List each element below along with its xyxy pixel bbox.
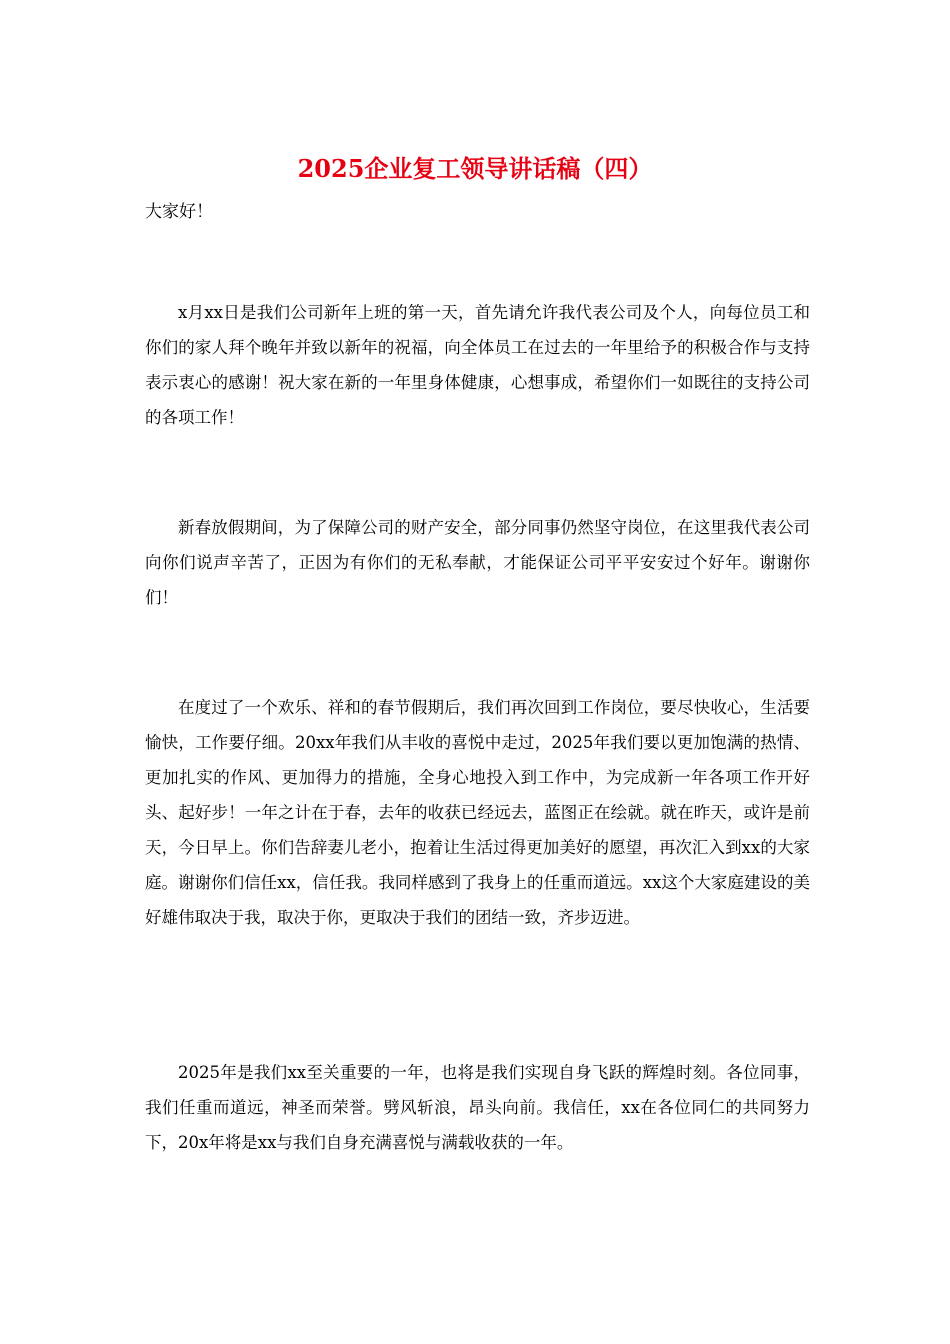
- paragraph-4: 2025年是我们xx至关重要的一年，也将是我们实现自身飞跃的辉煌时刻。各位同事，我们任重而道远，神圣而荣誉。劈风斩浪，昂头向前。我信任，xx在各位同仁的共同努力下，20x年将是xx与我们自身充满喜悦与满载收获的一年。: [145, 1063, 810, 1152]
- document-title: 2025企业复工领导讲话稿（四）: [297, 154, 653, 183]
- greeting: 大家好！: [145, 202, 213, 222]
- paragraph-2: 新春放假期间，为了保障公司的财产安全，部分同事仍然坚守岗位，在这里我代表公司向你们说声辛苦了，正因为有你们的无私奉献，才能保证公司平平安安过个好年。谢谢你们！: [145, 518, 810, 607]
- paragraph-1: x月xx日是我们公司新年上班的第一天，首先请允许我代表公司及个人，向每位员工和你们的家人拜个晚年并致以新年的祝福，向全体员工在过去的一年里给予的积极合作与支持表示衷心的感谢！祝大家在新的一年里身体健康，心想事成，希望你们一如既往的支持公司的各项工作！: [145, 303, 810, 427]
- paragraph-3: 在度过了一个欢乐、祥和的春节假期后，我们再次回到工作岗位，要尽快收心，生活要愉快，工作要仔细。20xx年我们从丰收的喜悦中走过，2025年我们要以更加饱满的热情、更加扎实的作风、更加得力的措施，全身心地投入到工作中，为完成新一年各项工作开好头、起好步！一年之计在于春，去年的收获已经远去，蓝图正在绘就。就在昨天，或许是前天，今日早上。你们告辞妻儿老小，抱着让生活过得更加美好的愿望，再次汇入到xx的大家庭。谢谢你们信任xx，信任我。我同样感到了我身上的任重而道远。xx这个大家庭建设的美好雄伟取决于我，取决于你，更取决于我们的团结一致，齐步迈进。: [145, 698, 810, 927]
